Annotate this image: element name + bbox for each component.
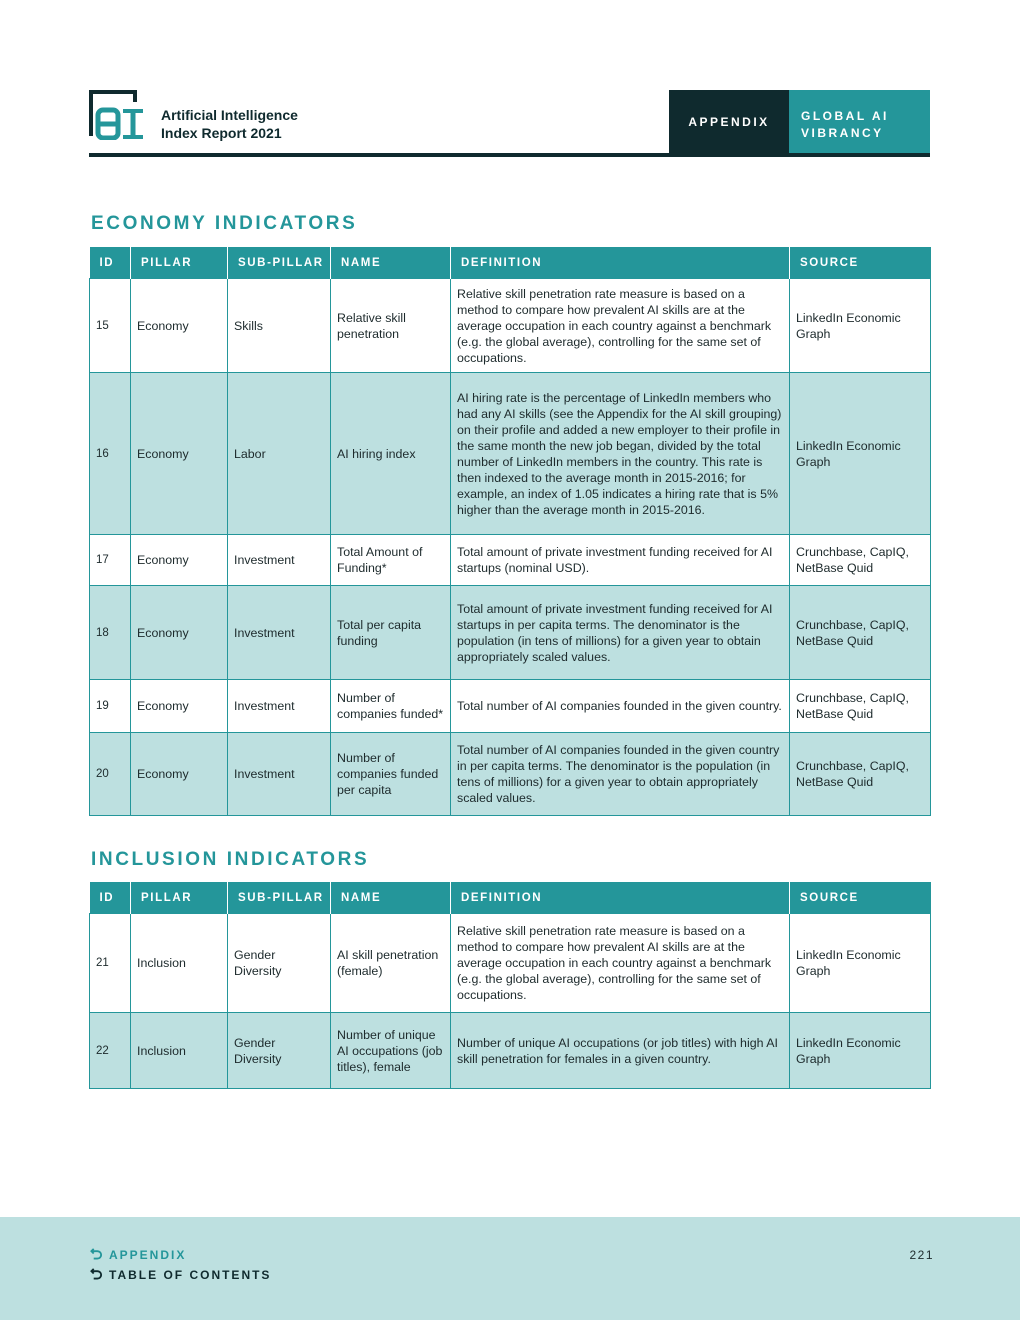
cell-source: LinkedIn Economic Graph xyxy=(790,1013,931,1089)
tab-appendix[interactable]: APPENDIX xyxy=(669,90,789,153)
cell-source: LinkedIn Economic Graph xyxy=(790,373,931,535)
col-header-pillar: PILLAR xyxy=(131,247,228,279)
col-header-source: SOURCE xyxy=(790,882,931,914)
ai-index-logo xyxy=(89,90,137,138)
cell-name: Total Amount of Funding* xyxy=(331,535,451,586)
cell-sub-pillar: Labor xyxy=(228,373,331,535)
cell-id: 20 xyxy=(90,733,131,816)
tab-global-ai-vibrancy[interactable] xyxy=(789,90,930,153)
cell-source: LinkedIn Economic Graph xyxy=(790,914,931,1013)
table-row xyxy=(90,535,931,586)
cell-source: Crunchbase, CapIQ, NetBase Quid xyxy=(790,680,931,733)
cell-id: 17 xyxy=(90,535,131,586)
table-row xyxy=(90,1013,931,1089)
cell-definition: Total amount of private investment funding received for AI startups in per capita terms. The denominator is the population (in tens of millions) for a given year to obtain appropriately scaled values. xyxy=(451,586,790,680)
cell-name: Number of companies funded per capita xyxy=(331,733,451,816)
report-title xyxy=(161,106,298,142)
inclusion-indicators-table xyxy=(89,882,931,1089)
col-header-name: NAME xyxy=(331,882,451,914)
cell-name: Total per capita funding xyxy=(331,586,451,680)
table-row xyxy=(90,586,931,680)
cell-pillar: Inclusion xyxy=(131,914,228,1013)
table-row xyxy=(90,733,931,816)
col-header-sub-pillar: SUB-PILLAR xyxy=(228,882,331,914)
cell-definition: AI hiring rate is the percentage of LinkedIn members who had any AI skills (see the Appendix for the AI skill grouping) on their profile and added a new employer to their profile in the same month the new job began, divided by the total number of LinkedIn members in the country. This rate is then indexed to the average month in 2015-2016; for example, an index of 1.05 indicates a hiring rate that is 5% higher than the average month in 2015-2016. xyxy=(451,373,790,535)
cell-pillar: Economy xyxy=(131,586,228,680)
cell-sub-pillar: Investment xyxy=(228,680,331,733)
cell-id: 16 xyxy=(90,373,131,535)
col-header-id: ID xyxy=(90,882,131,914)
footer-link-toc[interactable] xyxy=(90,1267,271,1283)
col-header-id: ID xyxy=(90,247,131,279)
col-header-pillar: PILLAR xyxy=(131,882,228,914)
tab-section-line2: VIBRANCY xyxy=(801,126,884,140)
footer-link-toc-label: TABLE OF CONTENTS xyxy=(109,1268,272,1282)
col-header-name: NAME xyxy=(331,247,451,279)
cell-name: Number of companies funded* xyxy=(331,680,451,733)
footer-link-appendix[interactable] xyxy=(90,1247,186,1263)
cell-definition: Total number of AI companies founded in the given country. xyxy=(451,680,790,733)
cell-name: Number of unique AI occupations (job titles), female xyxy=(331,1013,451,1089)
cell-id: 15 xyxy=(90,279,131,373)
cell-sub-pillar: Investment xyxy=(228,535,331,586)
col-header-source: SOURCE xyxy=(790,247,931,279)
cell-definition: Total amount of private investment funding received for AI startups (nominal USD). xyxy=(451,535,790,586)
table-row xyxy=(90,914,931,1013)
cell-source: Crunchbase, CapIQ, NetBase Quid xyxy=(790,535,931,586)
header-divider xyxy=(89,153,930,157)
tab-section-line1: GLOBAL AI xyxy=(801,109,889,123)
report-title-line1: Artificial Intelligence xyxy=(161,107,298,123)
cell-sub-pillar: Investment xyxy=(228,733,331,816)
table-row xyxy=(90,373,931,535)
cell-sub-pillar: Gender Diversity xyxy=(228,914,331,1013)
table-header-row xyxy=(90,247,931,279)
cell-pillar: Economy xyxy=(131,535,228,586)
col-header-definition: DEFINITION xyxy=(451,247,790,279)
cell-sub-pillar: Investment xyxy=(228,586,331,680)
cell-definition: Relative skill penetration rate measure is based on a method to compare how prevalent AI skills are at the average occupation in each country against a benchmark (e.g. the global average), controlling for the same set of occupations. xyxy=(451,279,790,373)
cell-id: 21 xyxy=(90,914,131,1013)
cell-name: AI skill penetration (female) xyxy=(331,914,451,1013)
cell-pillar: Economy xyxy=(131,680,228,733)
cell-definition: Relative skill penetration rate measure is based on a method to compare how prevalent AI skills are at the average occupation in each country against a benchmark (e.g. the global average), controlling for the same set of occupations. xyxy=(451,914,790,1013)
table-row xyxy=(90,279,931,373)
col-header-sub-pillar: SUB-PILLAR xyxy=(228,247,331,279)
cell-definition: Total number of AI companies founded in the given country in per capita terms. The denominator is the population (in tens of millions) for a given year to obtain appropriately scaled values. xyxy=(451,733,790,816)
cell-sub-pillar: Skills xyxy=(228,279,331,373)
cell-source: Crunchbase, CapIQ, NetBase Quid xyxy=(790,586,931,680)
cell-pillar: Economy xyxy=(131,733,228,816)
cell-source: Crunchbase, CapIQ, NetBase Quid xyxy=(790,733,931,816)
economy-section-title: ECONOMY INDICATORS xyxy=(91,213,358,234)
return-arrow-icon xyxy=(90,1247,103,1263)
cell-definition: Number of unique AI occupations (or job titles) with high AI skill penetration for females in a given country. xyxy=(451,1013,790,1089)
inclusion-section-title: INCLUSION INDICATORS xyxy=(91,849,370,870)
cell-pillar: Economy xyxy=(131,373,228,535)
cell-pillar: Inclusion xyxy=(131,1013,228,1089)
return-arrow-icon xyxy=(90,1267,103,1283)
cell-id: 18 xyxy=(90,586,131,680)
cell-name: AI hiring index xyxy=(331,373,451,535)
table-row xyxy=(90,680,931,733)
col-header-definition: DEFINITION xyxy=(451,882,790,914)
cell-name: Relative skill penetration xyxy=(331,279,451,373)
cell-source: LinkedIn Economic Graph xyxy=(790,279,931,373)
table-header-row xyxy=(90,882,931,914)
cell-id: 19 xyxy=(90,680,131,733)
report-title-line2: Index Report 2021 xyxy=(161,125,282,141)
cell-pillar: Economy xyxy=(131,279,228,373)
page-number: 221 xyxy=(909,1248,934,1262)
footer-link-appendix-label: APPENDIX xyxy=(109,1248,187,1262)
cell-id: 22 xyxy=(90,1013,131,1089)
economy-indicators-table xyxy=(89,247,931,816)
cell-sub-pillar: Gender Diversity xyxy=(228,1013,331,1089)
